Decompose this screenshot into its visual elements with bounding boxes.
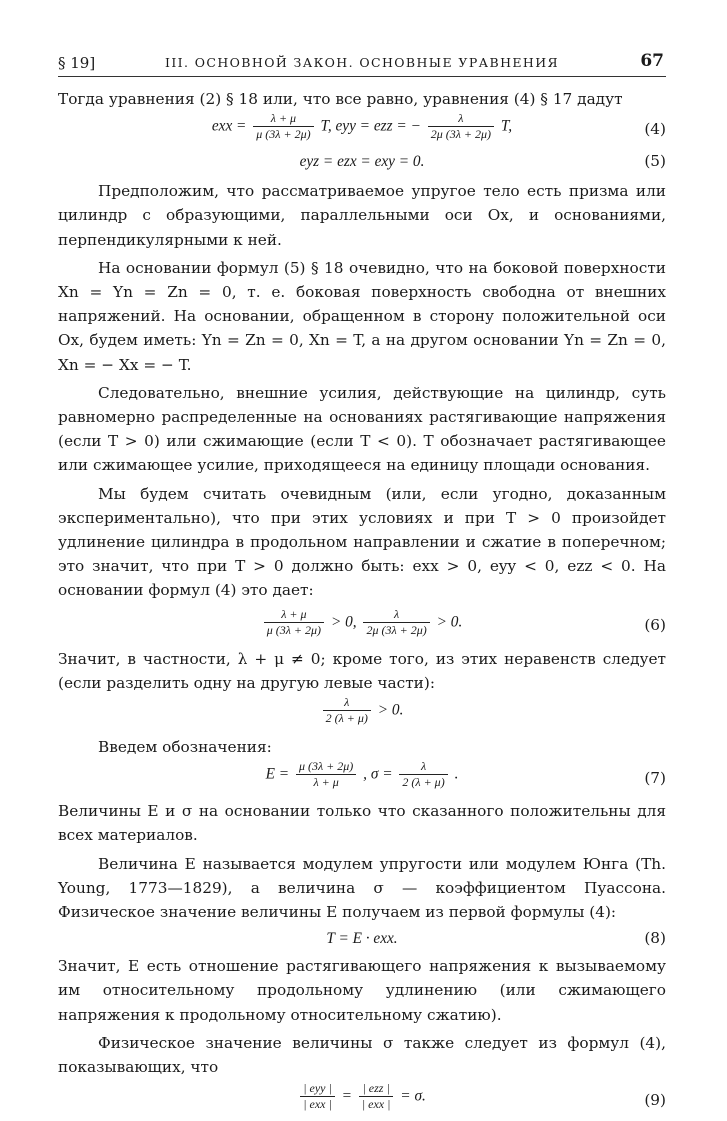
paragraph: Значит, в частности, λ + μ ≠ 0; кроме того, из этих неравенств следует (если разделить одну на другую левые части):: [58, 649, 666, 692]
paragraph: Величина E называется модулем упругости или модулем Юнга (Th. Young, 1773—1829), а величина σ — коэффициентом Пуассона. Физическое значение величины E получаем из первой формулы (4):: [58, 854, 666, 922]
equation-label: (6): [644, 615, 666, 634]
equation-6: $\frac{\lambda + \mu}{\mu (3\lambda + 2\mu)}$ > 0, $\frac{\lambda}{2\mu (3\lambda + 2\mu)}$ > 0. (6): [58, 607, 666, 645]
paragraph: Введем обозначения:: [98, 738, 272, 757]
paragraph: Следовательно, внешние усилия, действующие на цилиндр, суть равномерно распределенные на основаниях растягивающие напряжения (если T > 0) или сжимающие (если T < 0). T обозначает растягивающее или сжимающее усилие, приходящееся на единицу площади основания.: [58, 383, 666, 475]
page: [58, 44, 666, 1121]
equation-9: $\frac{\text{| eyy |}}{\text{| exx |}}$ = $\frac{\text{| ezz |}}{\text{| exx |}}$ = σ. (9): [58, 1081, 666, 1121]
paragraph: Мы будем считать очевидным (или, если угодно, доказанным экспериментально), что при этих условиях и при T > 0 произойдет удлинение цилиндра в продольном направлении и сжатие в поперечном; это значит, что при T > 0 должно быть: exx > 0, eyy < 0, ezz < 0. На основании формул (4) это дает:: [58, 484, 666, 600]
equation-4: exx = $\frac{\lambda + \mu}{\mu (3\lambda + 2\mu)}$ T, eyy = ezz = − $\frac{\lambda}{2\mu (3\lambda + 2\mu)}$ T, (4): [211, 111, 666, 142]
paragraph: Величины E и σ на основании только что сказанного положительны для всех материалов.: [58, 802, 666, 845]
equation-label: (8): [644, 929, 666, 948]
equation-ratio: $\frac{\lambda}{2 (\lambda + \mu)}$ > 0.: [58, 695, 666, 735]
equation-label: (5): [644, 152, 666, 171]
paragraph: Предположим, что рассматриваемое упругое тело есть призма или цилиндр с образующими, параллельными оси Ox, и основаниями, перпендикулярными к ней.: [58, 182, 666, 249]
equation-label: (9): [644, 1091, 666, 1110]
paragraph: Тогда уравнения (2) § 18 или, что все равно, уравнения (4) § 17 дадут: [58, 90, 623, 108]
paragraph: Значит, E есть отношение растягивающего напряжения к вызываемому им относительному продольному удлинению (или сжимающего напряжения к продольному относительному сжатию).: [58, 957, 666, 1024]
equation-label: (4): [644, 120, 666, 139]
equation-label: (7): [644, 769, 666, 788]
running-header: [58, 44, 666, 77]
page-body: [58, 87, 666, 1121]
equation-7: E = $\frac{\mu (3\lambda + 2\mu)}{\lambda + \mu}$ , σ = $\frac{\lambda}{2 (\lambda + \mu)}$ . (7): [265, 759, 666, 790]
equation-8: T = E · exx. (8): [58, 926, 666, 954]
equation-5: eyz = ezx = exy = 0. (5): [58, 149, 666, 175]
section-ref: § 19]: [58, 54, 96, 72]
chapter-title: III. ОСНОВНОЙ ЗАКОН. ОСНОВНЫЕ УРАВНЕНИЯ: [164, 55, 560, 70]
paragraph: Физическое значение величины σ также следует из формул (4), показывающих, что: [58, 1033, 666, 1077]
page-number: 67: [640, 51, 664, 71]
paragraph: На основании формул (5) § 18 очевидно, что на боковой поверхности Xn = Yn = Zn = 0, т. е. боковая поверхность свободна от внешних напряжений. На основании, обращенном в сторону положительной оси Ox, будем иметь: Yn = Zn = 0, Xn = T, а на другом основании Yn = Zn = 0, Xn = − Xx = − T.: [58, 258, 666, 374]
